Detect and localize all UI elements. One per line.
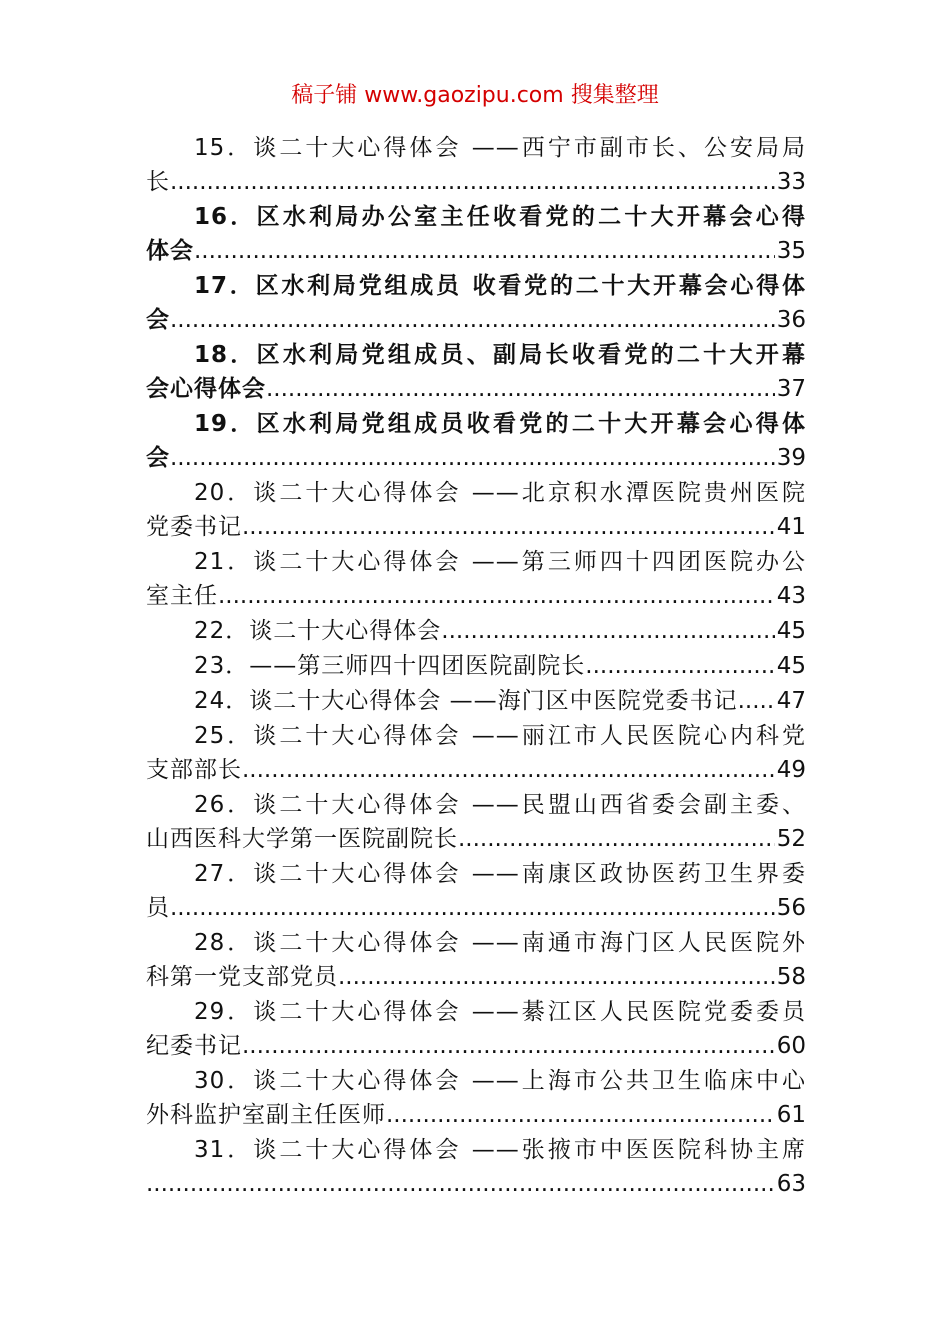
toc-entry-28[interactable]	[146, 926, 806, 995]
toc-entry-title-cont: 支部部长	[146, 757, 242, 783]
page-header: 稿子铺 www.gaozipu.com 搜集整理	[291, 83, 659, 108]
toc-entry-title: 16．区水利局办公室主任收看党的二十大开幕会心得	[194, 204, 806, 230]
toc-page-number: 49	[776, 757, 806, 783]
toc-entry-20[interactable]	[146, 476, 806, 545]
toc-page-number: 47	[776, 688, 806, 714]
toc-entry-26[interactable]	[146, 788, 806, 857]
toc-entry-title: 30．谈二十大心得体会 ——上海市公共卫生临床中心	[194, 1068, 806, 1094]
dot-leader	[242, 1029, 775, 1064]
toc-entry-22[interactable]	[146, 614, 806, 649]
dot-leader	[170, 441, 775, 476]
toc-entry-title: 28．谈二十大心得体会 ——南通市海门区人民医院外	[194, 930, 806, 956]
toc-entry-title: 18．区水利局党组成员、副局长收看党的二十大开幕	[194, 342, 806, 368]
toc-page-number: 39	[776, 445, 806, 471]
dot-leader	[242, 753, 775, 788]
toc-entry-23[interactable]	[146, 649, 806, 684]
toc-entry-title: 17．区水利局党组成员 收看党的二十大开幕会心得体	[194, 273, 806, 299]
dot-leader	[146, 1167, 775, 1202]
toc-entry-16[interactable]	[146, 200, 806, 269]
dot-leader	[170, 891, 775, 926]
toc-entry-title: 25．谈二十大心得体会 ——丽江市人民医院心内科党	[194, 723, 806, 749]
toc-page-number: 35	[776, 238, 806, 264]
toc-entry-title-cont: 体会	[146, 238, 194, 264]
toc-entry-title: 21．谈二十大心得体会 ——第三师四十四团医院办公	[194, 549, 806, 575]
toc-entry-31[interactable]	[146, 1133, 806, 1202]
toc-page-number: 61	[776, 1102, 806, 1128]
toc-page-number: 33	[776, 169, 806, 195]
toc-entry-title: 20．谈二十大心得体会 ——北京积水潭医院贵州医院	[194, 480, 806, 506]
toc-entry-title: 23．——第三师四十四团医院副院长	[194, 653, 586, 679]
dot-leader	[585, 649, 774, 684]
toc-page-number: 58	[776, 964, 806, 990]
toc-entry-29[interactable]	[146, 995, 806, 1064]
dot-leader	[170, 303, 775, 338]
toc-page-number: 63	[776, 1171, 806, 1197]
toc-entry-title: 27．谈二十大心得体会 ——南康区政协医药卫生界委	[194, 861, 806, 887]
toc-page-number: 37	[776, 376, 806, 402]
toc-entry-title-cont: 会	[146, 445, 170, 471]
toc-entry-title-cont: 会	[146, 307, 170, 333]
toc-entry-25[interactable]	[146, 719, 806, 788]
toc-entry-title-cont: 会心得体会	[146, 376, 266, 402]
toc-entry-24[interactable]	[146, 684, 806, 719]
dot-leader	[458, 822, 775, 857]
toc-entry-title-cont: 室主任	[146, 583, 218, 609]
dot-leader	[738, 684, 775, 719]
toc-entry-19[interactable]	[146, 407, 806, 476]
toc-entry-title-cont: 纪委书记	[146, 1033, 242, 1059]
toc-entry-15[interactable]	[146, 131, 806, 200]
toc-entry-title: 22．谈二十大心得体会	[194, 618, 442, 644]
dot-leader	[218, 579, 775, 614]
toc-page-number: 52	[776, 826, 806, 852]
toc-entry-title: 24．谈二十大心得体会 ——海门区中医院党委书记	[194, 688, 738, 714]
dot-leader	[386, 1098, 775, 1133]
toc-entry-title: 29．谈二十大心得体会 ——綦江区人民医院党委委员	[194, 999, 806, 1025]
dot-leader	[242, 510, 775, 545]
toc-entry-title-cont: 科第一党支部党员	[146, 964, 338, 990]
dot-leader	[170, 165, 775, 200]
toc-entry-title: 19．区水利局党组成员收看党的二十大开幕会心得体	[194, 411, 806, 437]
toc-page-number: 60	[776, 1033, 806, 1059]
dot-leader	[266, 372, 775, 407]
table-of-contents	[146, 131, 806, 1202]
toc-page-number: 41	[776, 514, 806, 540]
toc-page-number: 45	[776, 653, 806, 679]
toc-entry-18[interactable]	[146, 338, 806, 407]
toc-entry-title-cont: 党委书记	[146, 514, 242, 540]
toc-entry-title-cont: 长	[146, 169, 170, 195]
dot-leader	[194, 234, 775, 269]
toc-page-number: 45	[776, 618, 806, 644]
toc-entry-title-cont: 员	[146, 895, 170, 921]
toc-entry-title-cont: 外科监护室副主任医师	[146, 1102, 386, 1128]
dot-leader	[441, 614, 774, 649]
toc-page-number: 43	[776, 583, 806, 609]
dot-leader	[338, 960, 775, 995]
toc-entry-30[interactable]	[146, 1064, 806, 1133]
toc-page-number: 56	[776, 895, 806, 921]
toc-entry-title: 31．谈二十大心得体会 ——张掖市中医医院科协主席	[194, 1137, 806, 1163]
toc-page-number: 36	[776, 307, 806, 333]
toc-entry-21[interactable]	[146, 545, 806, 614]
toc-entry-17[interactable]	[146, 269, 806, 338]
toc-entry-title: 15．谈二十大心得体会 ——西宁市副市长、公安局局	[194, 135, 806, 161]
toc-entry-27[interactable]	[146, 857, 806, 926]
toc-entry-title: 26．谈二十大心得体会 ——民盟山西省委会副主委、	[194, 792, 806, 818]
toc-entry-title-cont: 山西医科大学第一医院副院长	[146, 826, 458, 852]
